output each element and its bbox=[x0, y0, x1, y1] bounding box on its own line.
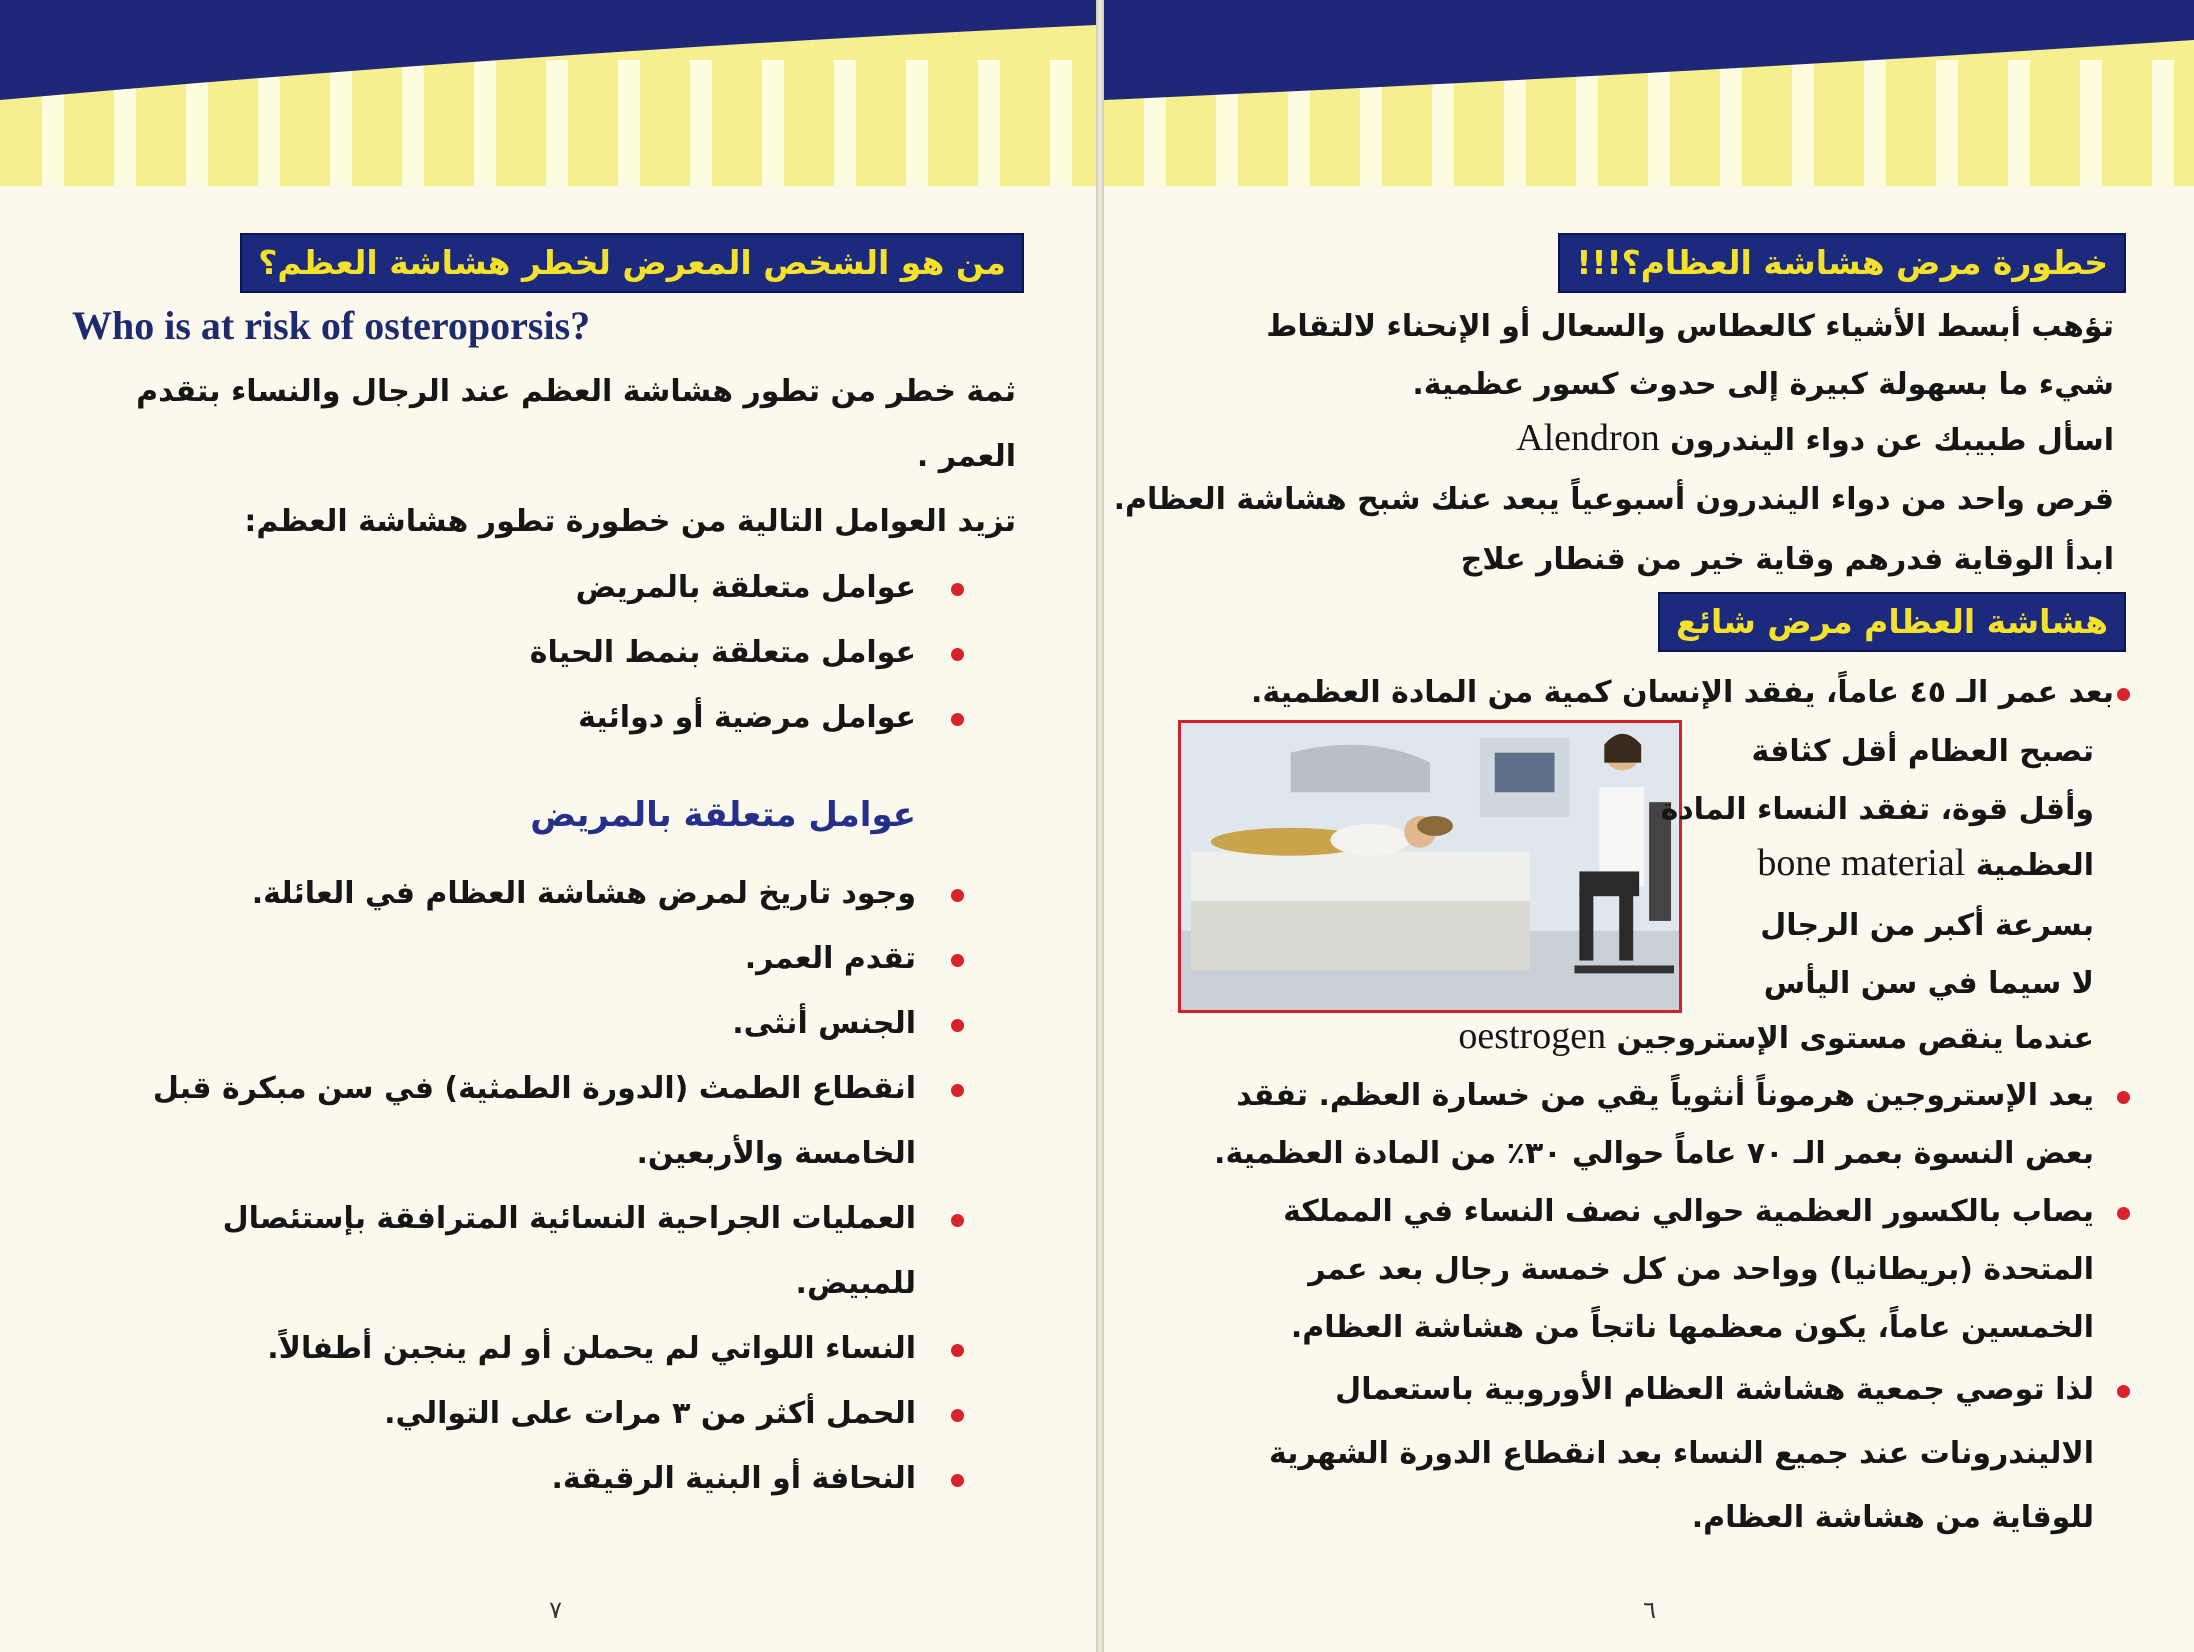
patient-factor-item: العمليات الجراحية النسائية المترافقة بإستئصال bbox=[222, 1201, 916, 1236]
bone-loss-wrap-line: بسرعة أكبر من الرجال bbox=[1760, 908, 2094, 943]
bone-loss-wrap-line: وأقل قوة، تفقد النساء المادة bbox=[1660, 792, 2094, 827]
bone-loss-wrap-line: تصبح العظام أقل كثافة bbox=[1751, 734, 2094, 769]
patient-factor-item: النساء اللواتي لم يحملن أو لم ينجبن أطفالاً. bbox=[267, 1331, 916, 1366]
bullet-icon bbox=[951, 1019, 964, 1032]
patient-factor-item: وجود تاريخ لمرض هشاشة العظام في العائلة. bbox=[251, 876, 916, 911]
page-number: ٧ bbox=[549, 1596, 562, 1624]
factors-intro: تزيد العوامل التالية من خطورة تطور هشاشة العظم: bbox=[244, 504, 1016, 539]
bullet-icon bbox=[951, 954, 964, 967]
intro-line-1: ثمة خطر من تطور هشاشة العظم عند الرجال والنساء بتقدم bbox=[136, 374, 1016, 409]
bullet-icon bbox=[951, 1344, 964, 1357]
oestrogen-term: oestrogen bbox=[1458, 1015, 1607, 1057]
right-page bbox=[1104, 0, 2194, 1652]
section-heading-danger: خطورة مرض هشاشة العظام؟!!! bbox=[1558, 233, 2126, 293]
ask-doctor-text: اسأل طبيبك عن دواء اليندرون bbox=[1670, 423, 2114, 458]
oestrogen-line bbox=[1458, 1016, 2094, 1059]
bullet-icon bbox=[951, 713, 964, 726]
bullet-icon bbox=[2117, 688, 2130, 701]
patient-factor-item-cont: للمبيض. bbox=[795, 1266, 916, 1301]
bullet-icon bbox=[951, 1474, 964, 1487]
section-heading-who-at-risk: من هو الشخص المعرض لخطر هشاشة العظم؟ bbox=[240, 233, 1024, 293]
bone-loss-wrap-line bbox=[1757, 843, 2094, 886]
bullet-icon bbox=[2117, 1091, 2130, 1104]
oestrogen-para-line: يعد الإستروجين هرموناً أنثوياً يقي من خسارة العظم. تفقد bbox=[1236, 1078, 2094, 1113]
patient-factor-item: انقطاع الطمث (الدورة الطمثية) في سن مبكرة قبل bbox=[152, 1071, 916, 1106]
bone-material-term: bone material bbox=[1757, 842, 1966, 884]
alendron-term: Alendron bbox=[1516, 417, 1660, 459]
bullet-icon bbox=[951, 583, 964, 596]
factor-item: عوامل متعلقة بالمريض bbox=[575, 570, 916, 605]
page-gutter bbox=[1096, 0, 1104, 1652]
patient-factor-item: النحافة أو البنية الرقيقة. bbox=[551, 1461, 916, 1496]
bone-loss-wrap-line: لا سيما في سن اليأس bbox=[1763, 966, 2094, 1001]
bone-density-scan-photo bbox=[1178, 720, 1682, 1013]
recommendation-para-line: للوقاية من هشاشة العظام. bbox=[1691, 1500, 2094, 1535]
bullet-icon bbox=[951, 648, 964, 661]
patient-factor-item: الجنس أنثى. bbox=[732, 1006, 916, 1041]
english-title: Who is at risk of osteroporsis? bbox=[72, 303, 591, 348]
weekly-pill-line: قرص واحد من دواء اليندرون أسبوعياً يبعد عنك شبح هشاشة العظام. bbox=[1113, 482, 2114, 517]
bullet-icon bbox=[951, 1214, 964, 1227]
section-heading-common-disease: هشاشة العظام مرض شائع bbox=[1658, 592, 2126, 652]
fracture-para-line: يصاب بالكسور العظمية حوالي نصف النساء في المملكة bbox=[1283, 1194, 2094, 1229]
recommendation-para-line: لذا توصي جمعية هشاشة العظام الأوروبية باستعمال bbox=[1335, 1372, 2094, 1407]
intro-line-2: العمر . bbox=[916, 439, 1016, 474]
fracture-para-line: المتحدة (بريطانيا) وواحد من كل خمسة رجال بعد عمر bbox=[1308, 1252, 2094, 1287]
bullet-icon bbox=[951, 889, 964, 902]
bullet-icon bbox=[2117, 1207, 2130, 1220]
danger-para-line-2: شيء ما بسهولة كبيرة إلى حدوث كسور عظمية. bbox=[1412, 367, 2114, 402]
patient-factor-item-cont: الخامسة والأربعين. bbox=[636, 1136, 916, 1171]
fracture-para-line: الخمسين عاماً، يكون معظمها ناتجاً من هشاشة العظام. bbox=[1290, 1310, 2094, 1345]
oestrogen-arabic: عندما ينقص مستوى الإستروجين bbox=[1616, 1021, 2094, 1056]
factor-item: عوامل مرضية أو دوائية bbox=[578, 700, 916, 735]
proverb-line: ابدأ الوقاية فدرهم وقاية خير من قنطار علاج bbox=[1460, 542, 2114, 577]
bullet-icon bbox=[951, 1409, 964, 1422]
bone-loss-line-1: بعد عمر الـ ٤٥ عاماً، يفقد الإنسان كمية من المادة العظمية. bbox=[1251, 675, 2114, 710]
patient-factor-item: الحمل أكثر من ٣ مرات على التوالي. bbox=[384, 1396, 916, 1431]
left-page bbox=[0, 0, 1096, 1652]
factor-item: عوامل متعلقة بنمط الحياة bbox=[529, 635, 916, 670]
ask-doctor-line bbox=[1516, 418, 2114, 461]
patient-factor-item: تقدم العمر. bbox=[744, 941, 916, 976]
patient-factors-title: عوامل متعلقة بالمريض bbox=[530, 795, 916, 835]
page-number: ٦ bbox=[1643, 1596, 1656, 1624]
oestrogen-para-line: بعض النسوة بعمر الـ ٧٠ عاماً حوالي ٣٠٪ من المادة العظمية. bbox=[1214, 1136, 2094, 1171]
bone-material-arabic: العظمية bbox=[1975, 848, 2094, 883]
bullet-icon bbox=[951, 1084, 964, 1097]
bullet-icon bbox=[2117, 1385, 2130, 1398]
danger-para-line-1: تؤهب أبسط الأشياء كالعطاس والسعال أو الإنحناء لالتقاط bbox=[1266, 309, 2114, 344]
recommendation-para-line: الاليندرونات عند جميع النساء بعد انقطاع الدورة الشهرية bbox=[1268, 1436, 2094, 1471]
